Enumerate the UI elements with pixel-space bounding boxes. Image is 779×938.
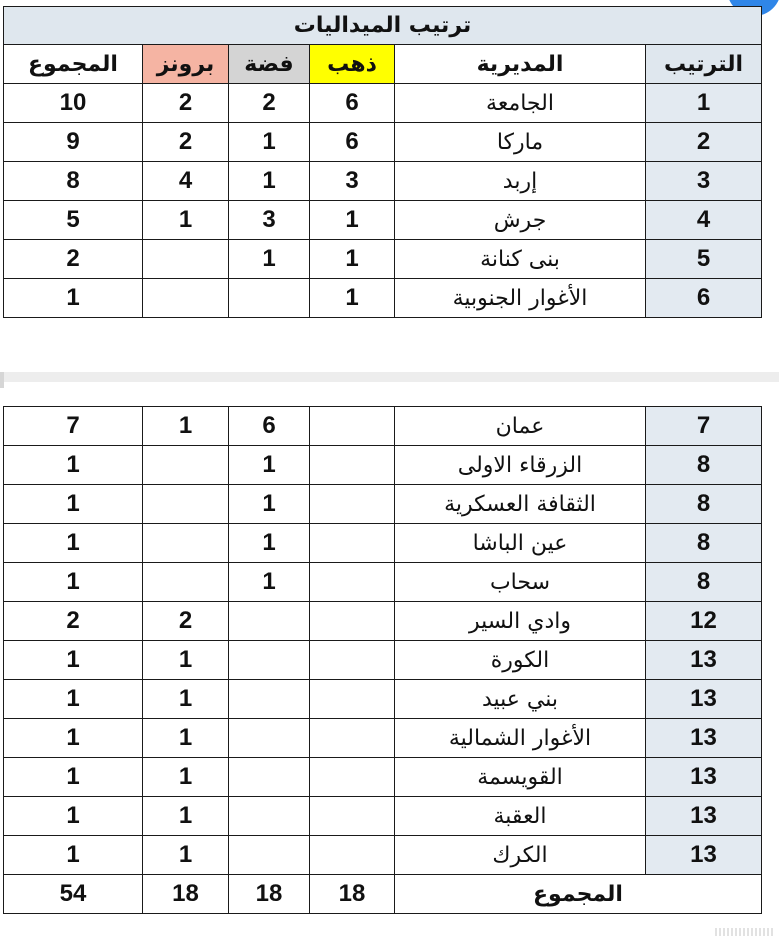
cell-silver: 1 <box>229 240 310 279</box>
cell-rank: 8 <box>646 446 762 485</box>
cell-gold <box>310 758 395 797</box>
cell-bronze <box>143 240 229 279</box>
table-row <box>4 524 762 563</box>
header-row <box>4 45 762 84</box>
cell-rank: 2 <box>646 123 762 162</box>
cell-directorate: الجامعة <box>395 84 646 123</box>
cell-bronze: 1 <box>143 641 229 680</box>
cell-bronze: 1 <box>143 201 229 240</box>
cell-silver: 1 <box>229 162 310 201</box>
cell-directorate: الكورة <box>395 641 646 680</box>
cell-rank: 5 <box>646 240 762 279</box>
table-title: ترتيب الميداليات <box>4 7 762 45</box>
cell-bronze: 1 <box>143 680 229 719</box>
table-row <box>4 485 762 524</box>
cell-total: 5 <box>4 201 143 240</box>
cell-total: 1 <box>4 836 143 875</box>
table-row <box>4 758 762 797</box>
totals-silver: 18 <box>229 875 310 914</box>
header-total: المجموع <box>4 45 143 84</box>
cell-rank: 13 <box>646 758 762 797</box>
cell-bronze <box>143 279 229 318</box>
cell-gold: 6 <box>310 123 395 162</box>
cell-silver: 1 <box>229 524 310 563</box>
cell-silver: 6 <box>229 407 310 446</box>
cell-rank: 13 <box>646 641 762 680</box>
cell-silver: 3 <box>229 201 310 240</box>
cell-directorate: عين الباشا <box>395 524 646 563</box>
table-row <box>4 279 762 318</box>
cell-rank: 4 <box>646 201 762 240</box>
cell-directorate: ماركا <box>395 123 646 162</box>
cell-gold: 1 <box>310 279 395 318</box>
cell-silver <box>229 602 310 641</box>
cell-bronze <box>143 563 229 602</box>
table-row <box>4 680 762 719</box>
header-rank: الترتيب <box>646 45 762 84</box>
cell-silver: 1 <box>229 446 310 485</box>
cell-total: 7 <box>4 407 143 446</box>
cell-gold <box>310 446 395 485</box>
table-row <box>4 719 762 758</box>
cell-bronze: 1 <box>143 758 229 797</box>
header-gold: ذهب <box>310 45 395 84</box>
table-row <box>4 240 762 279</box>
cell-bronze: 2 <box>143 84 229 123</box>
header-directorate: المديرية <box>395 45 646 84</box>
table-row <box>4 84 762 123</box>
cell-total: 1 <box>4 446 143 485</box>
cell-total: 8 <box>4 162 143 201</box>
cell-bronze: 2 <box>143 123 229 162</box>
header-silver: فضة <box>229 45 310 84</box>
totals-gold: 18 <box>310 875 395 914</box>
cell-total: 1 <box>4 524 143 563</box>
cell-total: 1 <box>4 485 143 524</box>
cell-silver <box>229 797 310 836</box>
cell-rank: 8 <box>646 563 762 602</box>
cell-gold <box>310 797 395 836</box>
title-row <box>4 7 762 45</box>
cell-rank: 13 <box>646 680 762 719</box>
table-row <box>4 123 762 162</box>
medal-table-bottom <box>3 406 762 914</box>
table-row <box>4 201 762 240</box>
cell-gold: 3 <box>310 162 395 201</box>
totals-bronze: 18 <box>143 875 229 914</box>
cell-directorate: بني عبيد <box>395 680 646 719</box>
cell-rank: 13 <box>646 797 762 836</box>
cell-total: 2 <box>4 240 143 279</box>
totals-total: 54 <box>4 875 143 914</box>
cell-gold <box>310 680 395 719</box>
cell-rank: 13 <box>646 719 762 758</box>
cell-rank: 8 <box>646 485 762 524</box>
cell-total: 1 <box>4 641 143 680</box>
cell-silver <box>229 279 310 318</box>
watermark <box>715 928 775 936</box>
cell-silver <box>229 758 310 797</box>
cell-directorate: سحاب <box>395 563 646 602</box>
table-row <box>4 162 762 201</box>
table-row <box>4 602 762 641</box>
cell-directorate: الأغوار الشمالية <box>395 719 646 758</box>
medal-table-top <box>3 6 762 318</box>
cell-bronze: 1 <box>143 836 229 875</box>
table-row <box>4 641 762 680</box>
cell-total: 1 <box>4 279 143 318</box>
cell-gold <box>310 524 395 563</box>
cell-total: 2 <box>4 602 143 641</box>
cell-total: 1 <box>4 758 143 797</box>
divider-tick <box>0 372 4 388</box>
section-divider <box>0 372 779 382</box>
cell-directorate: الثقافة العسكرية <box>395 485 646 524</box>
table-row <box>4 836 762 875</box>
cell-total: 9 <box>4 123 143 162</box>
cell-silver: 1 <box>229 123 310 162</box>
cell-gold <box>310 719 395 758</box>
cell-directorate: جرش <box>395 201 646 240</box>
cell-rank: 1 <box>646 84 762 123</box>
cell-bronze: 2 <box>143 602 229 641</box>
cell-rank: 3 <box>646 162 762 201</box>
table-row <box>4 407 762 446</box>
cell-gold: 1 <box>310 201 395 240</box>
totals-row <box>4 875 762 914</box>
cell-directorate: وادي السير <box>395 602 646 641</box>
table-row <box>4 797 762 836</box>
cell-silver: 1 <box>229 485 310 524</box>
cell-total: 10 <box>4 84 143 123</box>
cell-gold <box>310 641 395 680</box>
cell-silver <box>229 719 310 758</box>
table-row <box>4 563 762 602</box>
cell-silver: 2 <box>229 84 310 123</box>
cell-gold <box>310 602 395 641</box>
cell-bronze: 1 <box>143 407 229 446</box>
cell-silver: 1 <box>229 563 310 602</box>
cell-bronze: 1 <box>143 797 229 836</box>
cell-rank: 12 <box>646 602 762 641</box>
cell-bronze <box>143 485 229 524</box>
cell-directorate: الأغوار الجنوبية <box>395 279 646 318</box>
cell-silver <box>229 836 310 875</box>
cell-directorate: الكرك <box>395 836 646 875</box>
cell-gold: 6 <box>310 84 395 123</box>
cell-gold <box>310 563 395 602</box>
cell-rank: 8 <box>646 524 762 563</box>
cell-total: 1 <box>4 563 143 602</box>
cell-bronze: 4 <box>143 162 229 201</box>
cell-silver <box>229 680 310 719</box>
cell-bronze: 1 <box>143 719 229 758</box>
cell-gold: 1 <box>310 240 395 279</box>
cell-gold <box>310 485 395 524</box>
totals-label: المجموع <box>395 875 762 914</box>
header-bronze: برونز <box>143 45 229 84</box>
cell-bronze <box>143 524 229 563</box>
cell-total: 1 <box>4 797 143 836</box>
cell-silver <box>229 641 310 680</box>
cell-directorate: عمان <box>395 407 646 446</box>
cell-directorate: الزرقاء الاولى <box>395 446 646 485</box>
cell-rank: 6 <box>646 279 762 318</box>
cell-bronze <box>143 446 229 485</box>
cell-directorate: القويسمة <box>395 758 646 797</box>
cell-total: 1 <box>4 680 143 719</box>
cell-rank: 7 <box>646 407 762 446</box>
cell-total: 1 <box>4 719 143 758</box>
cell-rank: 13 <box>646 836 762 875</box>
cell-gold <box>310 407 395 446</box>
cell-gold <box>310 836 395 875</box>
cell-directorate: العقبة <box>395 797 646 836</box>
table-row <box>4 446 762 485</box>
cell-directorate: إربد <box>395 162 646 201</box>
cell-directorate: بنى كنانة <box>395 240 646 279</box>
